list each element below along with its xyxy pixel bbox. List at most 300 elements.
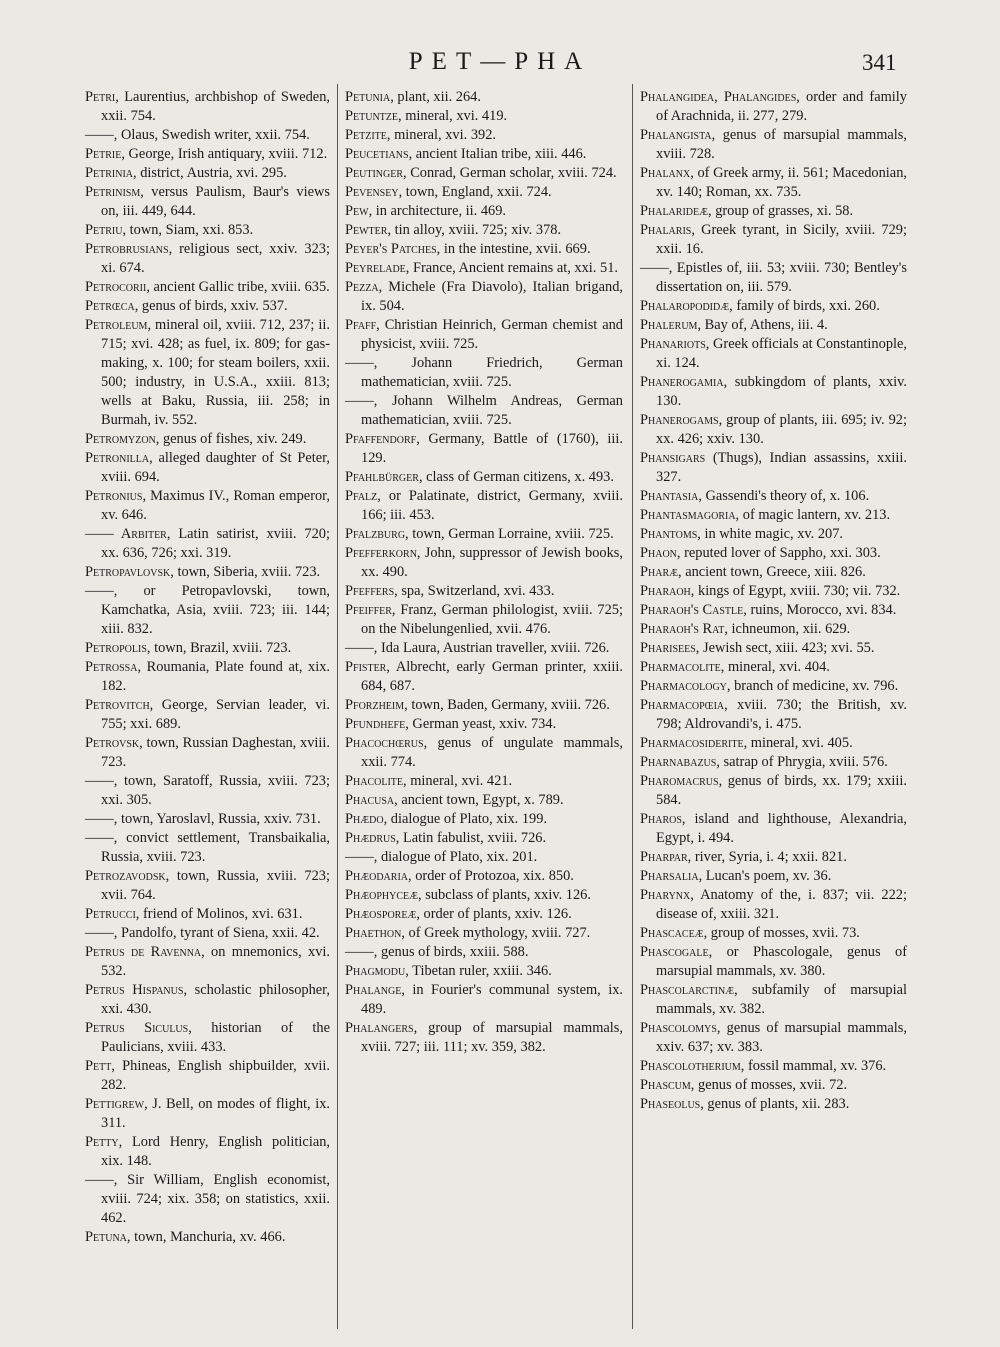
entry-text: , river, Syria, i. 4; xxii. 821. xyxy=(687,849,847,865)
index-entry xyxy=(85,164,330,183)
entry-headword: Pharmacosiderite xyxy=(640,735,744,751)
entry-text: , satrap of Phrygia, xviii. 576. xyxy=(716,754,888,770)
index-entry xyxy=(345,601,623,639)
index-entry xyxy=(640,981,907,1019)
index-entry xyxy=(640,943,907,981)
index-entry xyxy=(85,658,330,696)
entry-text: , of Greek mythology, xviii. 727. xyxy=(401,925,591,941)
entry-headword: Phascolarctinæ xyxy=(640,982,735,998)
entry-text: , order of Protozoa, xix. 850. xyxy=(408,868,574,884)
entry-text: , George, Irish antiquary, xviii. 712. xyxy=(121,146,328,162)
entry-text: , mineral, xvi. 405. xyxy=(743,735,853,751)
entry-text: , Latin satirist, xviii. 720; xx. 636, 726; xxi. 319. xyxy=(101,526,330,561)
entry-headword: Petty xyxy=(85,1134,119,1150)
index-entry xyxy=(85,943,330,981)
entry-text: , order of plants, xxiv. 126. xyxy=(416,906,572,922)
entry-text: , genus of birds, xxiv. 537. xyxy=(134,298,288,314)
index-entry xyxy=(640,867,907,886)
entry-headword: Phalaris xyxy=(640,222,692,238)
entry-text: , genus of birds, xx. 179; xxiii. 584. xyxy=(656,773,907,808)
entry-headword: Phascogale xyxy=(640,944,709,960)
entry-text: , Germany, Battle of (1760), iii. 129. xyxy=(361,431,623,466)
index-entry xyxy=(345,145,623,164)
entry-headword: Petuntze xyxy=(345,108,398,124)
entry-headword: Phascum xyxy=(640,1077,691,1093)
entry-headword: Pharmacology xyxy=(640,678,727,694)
entry-headword: Petropavlovsk xyxy=(85,564,171,580)
entry-text: , ancient Italian tribe, xiii. 446. xyxy=(408,146,587,162)
entry-headword: Pforzheim xyxy=(345,697,405,713)
entry-headword: Pharos xyxy=(640,811,682,827)
index-entry xyxy=(640,544,907,563)
entry-headword: Petrobrusians xyxy=(85,241,169,257)
index-entry xyxy=(345,487,623,525)
entry-text: , German yeast, xxiv. 734. xyxy=(405,716,557,732)
entry-headword: —— Arbiter xyxy=(85,526,167,542)
entry-headword: Petri xyxy=(85,89,116,105)
entry-text: , genus of ungulate mammals, xxii. 774. xyxy=(361,735,623,770)
entry-text: , genus of fishes, xiv. 249. xyxy=(155,431,307,447)
index-entry xyxy=(85,449,330,487)
entry-headword: Peutinger xyxy=(345,165,403,181)
entry-headword: Phædo xyxy=(345,811,384,827)
index-entry xyxy=(345,202,623,221)
entry-headword: Petronilla xyxy=(85,450,150,466)
index-entry xyxy=(640,316,907,335)
index-entry xyxy=(345,582,623,601)
index-entry xyxy=(640,373,907,411)
entry-headword: Pevensey xyxy=(345,184,399,200)
index-entry xyxy=(345,221,623,240)
entry-text: , Jewish sect, xiii. 423; xvi. 55. xyxy=(695,640,875,656)
entry-text: , Latin fabulist, xviii. 726. xyxy=(395,830,547,846)
entry-headword: Petronius xyxy=(85,488,143,504)
entry-headword: Phalange xyxy=(345,982,402,998)
index-entry xyxy=(85,582,330,639)
entry-headword: Pfeiffer xyxy=(345,602,392,618)
index-entry xyxy=(640,88,907,126)
index-entry xyxy=(345,715,623,734)
index-entry xyxy=(640,582,907,601)
entry-text: , Sir William, English economist, xviii. 724; xix. 358; on statistics, xxii. 462. xyxy=(101,1172,330,1226)
entry-headword: Pewter xyxy=(345,222,388,238)
entry-text: , friend of Molinos, xvi. 631. xyxy=(135,906,303,922)
index-entry xyxy=(345,924,623,943)
entry-text: , subkingdom of plants, xxiv. 130. xyxy=(656,374,907,409)
index-entry xyxy=(640,259,907,297)
page-header-title: PET—PHA xyxy=(408,48,592,75)
entry-headword: Phæophyceæ xyxy=(345,887,419,903)
index-entry xyxy=(85,1133,330,1171)
entry-headword: Phanariots xyxy=(640,336,706,352)
index-entry xyxy=(345,88,623,107)
entry-headword: Pfahlbürger xyxy=(345,469,419,485)
index-entry xyxy=(85,525,330,563)
entry-text: , fossil mammal, xv. 376. xyxy=(740,1058,887,1074)
entry-headword: Pharpar xyxy=(640,849,688,865)
index-entry xyxy=(640,810,907,848)
index-entry xyxy=(345,639,623,658)
entry-text: , or Phascologale, genus of marsupial mammals, xv. 380. xyxy=(656,944,907,979)
index-entry xyxy=(640,677,907,696)
entry-headword: Phaethon xyxy=(345,925,402,941)
entry-headword: Peucetians xyxy=(345,146,409,162)
index-entry xyxy=(85,1228,330,1247)
index-entry xyxy=(640,563,907,582)
entry-headword: Phacusa xyxy=(345,792,395,808)
page-number: 341 xyxy=(862,50,897,75)
index-entry xyxy=(85,867,330,905)
entry-headword: —— xyxy=(85,925,114,941)
entry-text: , group of marsupial mammals, xviii. 727; iii. 111; xv. 359, 382. xyxy=(361,1020,623,1055)
entry-headword: Peyer's Patches xyxy=(345,241,437,257)
index-entry xyxy=(85,734,330,772)
index-entry xyxy=(345,392,623,430)
index-entry xyxy=(640,164,907,202)
entry-text: , mineral oil, xviii. 712, 237; ii. 715; xvi. 428; as fuel, ix. 809; for gas-making, x. 100; for steam boilers, xxii. 500; industry, in U.S.A., xxiii. 813; wells at Baku, Russia, iii. 258; in Burmah, iv. 552. xyxy=(101,317,330,428)
index-entry xyxy=(85,563,330,582)
entry-text: , town, Brazil, xviii. 723. xyxy=(146,640,292,656)
index-entry xyxy=(345,164,623,183)
index-entry xyxy=(85,297,330,316)
entry-headword: Phacochœrus xyxy=(345,735,424,751)
entry-text: , Olaus, Swedish writer, xxii. 754. xyxy=(113,127,310,143)
entry-headword: Pharnabazus xyxy=(640,754,717,770)
entry-text: , Gassendi's theory of, x. 106. xyxy=(698,488,870,504)
entry-headword: Petrinism xyxy=(85,184,141,200)
index-entry xyxy=(640,506,907,525)
index-entry xyxy=(640,658,907,677)
index-entry xyxy=(345,1019,623,1057)
entry-text: , town, Yaroslavl, Russia, xxiv. 731. xyxy=(113,811,321,827)
entry-headword: Pharaoh's Castle xyxy=(640,602,744,618)
entry-text: , on mnemonics, xvi. 532. xyxy=(101,944,330,979)
entry-headword: Petuna xyxy=(85,1229,127,1245)
index-entry xyxy=(345,829,623,848)
entry-text: , of Greek army, ii. 561; Macedonian, xv. 140; Roman, xx. 735. xyxy=(656,165,907,200)
entry-headword: Petrœca xyxy=(85,298,135,314)
entry-headword: —— xyxy=(85,811,114,827)
entry-text: , or Palatinate, district, Germany, xviii. 166; iii. 453. xyxy=(361,488,623,523)
entry-text: , plant, xii. 264. xyxy=(390,89,481,105)
entry-headword: Phaseolus xyxy=(640,1096,701,1112)
index-entry xyxy=(640,753,907,772)
entry-text: , mineral, xvi. 419. xyxy=(398,108,508,124)
entry-text: , Christian Heinrich, German chemist and physicist, xviii. 725. xyxy=(361,317,623,352)
index-entry xyxy=(640,221,907,259)
entry-text: , order and family of Arachnida, ii. 277, 279. xyxy=(656,89,907,124)
entry-text: , group of plants, iii. 695; iv. 92; xx. 426; xxiv. 130. xyxy=(656,412,907,447)
entry-text: , alleged daughter of St Peter, xviii. 694. xyxy=(101,450,330,485)
index-entry xyxy=(345,886,623,905)
index-entry xyxy=(85,1019,330,1057)
entry-headword: Phæosporeæ xyxy=(345,906,417,922)
entry-headword: Petriu xyxy=(85,222,123,238)
index-entry xyxy=(85,1095,330,1133)
entry-text: , mineral, xvi. 404. xyxy=(720,659,830,675)
index-entry xyxy=(640,1019,907,1057)
entry-headword: Phalangista xyxy=(640,127,712,143)
index-entry xyxy=(85,221,330,240)
index-entry xyxy=(345,259,623,278)
index-entry xyxy=(640,297,907,316)
entry-text: , Franz, German philologist, xviii. 725; on the Nibelungenlied, xvii. 476. xyxy=(361,602,623,637)
entry-text: , genus of mosses, xvii. 72. xyxy=(690,1077,848,1093)
index-entry xyxy=(85,810,330,829)
entry-headword: Petrucci xyxy=(85,906,136,922)
entry-headword: Petromyzon xyxy=(85,431,156,447)
entry-headword: Pfeffers xyxy=(345,583,395,599)
entry-headword: Petrovitch xyxy=(85,697,150,713)
entry-headword: —— xyxy=(85,830,114,846)
entry-text: , Greek officials at Constantinople, xi. 124. xyxy=(656,336,907,371)
index-entry xyxy=(640,696,907,734)
entry-headword: —— xyxy=(345,849,374,865)
index-entry xyxy=(345,943,623,962)
entry-text: , ancient Gallic tribe, xviii. 635. xyxy=(146,279,330,295)
index-entry xyxy=(640,202,907,221)
index-entry xyxy=(640,734,907,753)
entry-headword: —— xyxy=(85,583,114,599)
index-entry xyxy=(85,981,330,1019)
index-entry xyxy=(640,924,907,943)
entry-text: , Anatomy of the, i. 837; vii. 222; disease of, xxiii. 321. xyxy=(656,887,907,922)
entry-text: , religious sect, xxiv. 323; xi. 674. xyxy=(101,241,330,276)
entry-headword: —— xyxy=(345,355,374,371)
entry-text: , ichneumon, xii. 629. xyxy=(724,621,851,637)
entry-text: , district, Austria, xvi. 295. xyxy=(133,165,287,181)
entry-text: , branch of medicine, xv. 796. xyxy=(726,678,899,694)
index-entry xyxy=(345,791,623,810)
entry-text: , island and lighthouse, Alexandria, Egypt, i. 494. xyxy=(656,811,907,846)
entry-text: , dialogue of Plato, xix. 201. xyxy=(373,849,538,865)
entry-headword: Pfefferkorn xyxy=(345,545,417,561)
index-entry xyxy=(345,810,623,829)
entry-text: , town, Baden, Germany, xviii. 726. xyxy=(404,697,610,713)
entry-headword: Pezza xyxy=(345,279,379,295)
entry-text: , Laurentius, archbishop of Sweden, xxii. 754. xyxy=(101,89,330,124)
index-entry xyxy=(345,107,623,126)
entry-headword: —— xyxy=(640,260,669,276)
index-entry xyxy=(640,1076,907,1095)
entry-headword: Pharomacrus xyxy=(640,773,719,789)
index-entry xyxy=(345,240,623,259)
entry-headword: —— xyxy=(345,640,374,656)
column-divider xyxy=(337,84,338,1329)
entry-text: , Lucan's poem, xv. 36. xyxy=(698,868,832,884)
index-entry xyxy=(85,88,330,126)
entry-text: , Epistles of, iii. 53; xviii. 730; Bentley's dissertation on, iii. 579. xyxy=(656,260,907,295)
entry-headword: Pfister xyxy=(345,659,387,675)
index-entry xyxy=(345,354,623,392)
entry-headword: Pfalzburg xyxy=(345,526,406,542)
entry-headword: —— xyxy=(85,773,114,789)
index-entry xyxy=(345,430,623,468)
entry-text: , kings of Egypt, xviii. 730; vii. 732. xyxy=(690,583,901,599)
entry-headword: Phacolite xyxy=(345,773,403,789)
entry-text: , genus of marsupial mammals, xviii. 728. xyxy=(656,127,907,162)
entry-text: , town, Siberia, xviii. 723. xyxy=(170,564,321,580)
index-entry xyxy=(345,278,623,316)
entry-text: , of magic lantern, xv. 213. xyxy=(735,507,891,523)
entry-text: , historian of the Paulicians, xviii. 433. xyxy=(101,1020,330,1055)
entry-headword: Petrinia xyxy=(85,165,133,181)
index-entry xyxy=(640,601,907,620)
entry-headword: Phalaropodidæ xyxy=(640,298,730,314)
entry-headword: Petrozavodsk xyxy=(85,868,166,884)
entry-headword: Phanerogamia xyxy=(640,374,724,390)
entry-text: , in white magic, xv. 207. xyxy=(697,526,844,542)
entry-text: , reputed lover of Sappho, xxi. 303. xyxy=(676,545,881,561)
entry-headword: —— xyxy=(85,1172,114,1188)
index-entry xyxy=(345,658,623,696)
entry-headword: Petrocorii xyxy=(85,279,147,295)
entry-text: , tin alloy, xviii. 725; xiv. 378. xyxy=(387,222,562,238)
entry-headword: Phascolotherium xyxy=(640,1058,741,1074)
index-entry xyxy=(640,620,907,639)
entry-text: , Tibetan ruler, xxiii. 346. xyxy=(405,963,552,979)
entry-headword: Phascaceæ xyxy=(640,925,704,941)
entry-headword: Pharisees xyxy=(640,640,696,656)
entry-headword: Phæodaria xyxy=(345,868,409,884)
entry-text: , scholastic philosopher, xxi. 430. xyxy=(101,982,330,1017)
entry-headword: Phalangers xyxy=(345,1020,414,1036)
index-entry xyxy=(85,905,330,924)
entry-text: , France, Ancient remains at, xxi. 51. xyxy=(405,260,618,276)
entry-headword: Phansigars xyxy=(640,450,706,466)
index-entry xyxy=(640,639,907,658)
entry-text: , Ida Laura, Austrian traveller, xviii. 726. xyxy=(373,640,610,656)
entry-text: , George, Servian leader, vi. 755; xxi. 689. xyxy=(101,697,330,732)
entry-headword: Pharaoh's Rat xyxy=(640,621,725,637)
entry-text: , Johann Wilhelm Andreas, German mathematician, xviii. 725. xyxy=(361,393,623,428)
index-entry xyxy=(85,126,330,145)
entry-headword: Peyrelade xyxy=(345,260,406,276)
entry-headword: Pharæ xyxy=(640,564,679,580)
entry-text: , in architecture, ii. 469. xyxy=(368,203,507,219)
index-entry xyxy=(640,126,907,164)
entry-text: , mineral, xvi. 421. xyxy=(403,773,513,789)
column-divider xyxy=(632,84,633,1329)
entry-text: , genus of birds, xxiii. 588. xyxy=(373,944,529,960)
index-entry xyxy=(345,183,623,202)
entry-headword: Phædrus xyxy=(345,830,396,846)
entry-headword: Pharsalia xyxy=(640,868,699,884)
entry-text: , Pandolfo, tyrant of Siena, xxii. 42. xyxy=(113,925,320,941)
index-entry xyxy=(345,867,623,886)
entry-text: , subclass of plants, xxiv. 126. xyxy=(418,887,591,903)
entry-text: , convict settlement, Transbaikalia, Russia, xviii. 723. xyxy=(101,830,330,865)
index-entry xyxy=(85,829,330,867)
index-entry xyxy=(85,772,330,810)
index-entry xyxy=(85,183,330,221)
entry-headword: —— xyxy=(345,944,374,960)
entry-text: , Michele (Fra Diavolo), Italian brigand, ix. 504. xyxy=(361,279,623,314)
index-entry xyxy=(345,544,623,582)
entry-text: (Thugs), Indian assassins, xxiii. 327. xyxy=(656,450,907,485)
entry-headword: Phalangidea, Phalangides xyxy=(640,89,797,105)
entry-text: , ancient town, Greece, xiii. 826. xyxy=(678,564,866,580)
entry-text: , town, England, xxii. 724. xyxy=(398,184,552,200)
index-entry xyxy=(640,487,907,506)
index-entry xyxy=(345,468,623,487)
index-entry xyxy=(85,278,330,297)
entry-text: , mineral, xvi. 392. xyxy=(386,127,497,143)
index-entry xyxy=(345,525,623,544)
index-column-1 xyxy=(85,88,330,1247)
index-entry xyxy=(345,734,623,772)
entry-text: , in Fourier's communal system, ix. 489. xyxy=(361,982,623,1017)
entry-headword: Pharaoh xyxy=(640,583,691,599)
entry-headword: Petropolis xyxy=(85,640,147,656)
entry-text: , group of mosses, xvii. 73. xyxy=(703,925,860,941)
entry-text: , genus of marsupial mammals, xxiv. 637; xv. 383. xyxy=(656,1020,907,1055)
entry-text: , class of German citizens, x. 493. xyxy=(418,469,614,485)
index-entry xyxy=(640,1095,907,1114)
entry-text: , town, Russia, xviii. 723; xvii. 764. xyxy=(101,868,330,903)
index-entry xyxy=(85,924,330,943)
index-entry xyxy=(640,411,907,449)
index-entry xyxy=(85,696,330,734)
entry-headword: Pfaffendorf xyxy=(345,431,417,447)
index-entry xyxy=(85,316,330,430)
index-entry xyxy=(640,848,907,867)
entry-text: , town, German Lorraine, xviii. 725. xyxy=(405,526,614,542)
entry-headword: Petrossa xyxy=(85,659,138,675)
entry-text: , Greek tyrant, in Sicily, xviii. 729; xxii. 16. xyxy=(656,222,907,257)
entry-text: , town, Saratoff, Russia, xviii. 723; xxi. 305. xyxy=(101,773,330,808)
index-entry xyxy=(345,981,623,1019)
index-entry xyxy=(640,449,907,487)
entry-headword: Phagmodu xyxy=(345,963,406,979)
index-entry xyxy=(640,525,907,544)
entry-headword: Pettigrew xyxy=(85,1096,145,1112)
entry-text: , genus of plants, xii. 283. xyxy=(700,1096,850,1112)
index-entry xyxy=(85,430,330,449)
entry-text: , versus Paulism, Baur's views on, iii. 449, 644. xyxy=(101,184,330,219)
entry-text: , Maximus IV., Roman emperor, xv. 646. xyxy=(101,488,330,523)
index-entry xyxy=(640,335,907,373)
entry-text: , Lord Henry, English politician, xix. 148. xyxy=(101,1134,330,1169)
entry-headword: —— xyxy=(345,393,374,409)
index-entry xyxy=(640,886,907,924)
entry-headword: Phantasia xyxy=(640,488,699,504)
entry-text: , town, Siam, xxi. 853. xyxy=(122,222,254,238)
entry-headword: Petrus Siculus xyxy=(85,1020,189,1036)
entry-headword: Petrus Hispanus xyxy=(85,982,184,998)
entry-headword: Petzite xyxy=(345,127,387,143)
index-entry xyxy=(345,962,623,981)
entry-text: , town, Manchuria, xv. 466. xyxy=(126,1229,286,1245)
index-entry xyxy=(345,126,623,145)
index-entry xyxy=(345,696,623,715)
entry-headword: Petrovsk xyxy=(85,735,140,751)
entry-text: , in the intestine, xvii. 669. xyxy=(436,241,591,257)
index-entry xyxy=(640,772,907,810)
entry-text: , Bay of, Athens, iii. 4. xyxy=(697,317,828,333)
entry-headword: Pett xyxy=(85,1058,112,1074)
entry-headword: Phantasmagoria xyxy=(640,507,736,523)
index-entry xyxy=(85,487,330,525)
entry-headword: Phalarideæ xyxy=(640,203,708,219)
entry-headword: Phantoms xyxy=(640,526,698,542)
entry-text: , spa, Switzerland, xvi. 433. xyxy=(394,583,555,599)
index-entry xyxy=(85,1171,330,1228)
entry-text: , or Petropavlovski, town, Kamchatka, Asia, xviii. 723; iii. 144; xiii. 832. xyxy=(101,583,330,637)
entry-headword: Petunia xyxy=(345,89,391,105)
entry-headword: Phalerum xyxy=(640,317,698,333)
entry-headword: Pharynx xyxy=(640,887,691,903)
